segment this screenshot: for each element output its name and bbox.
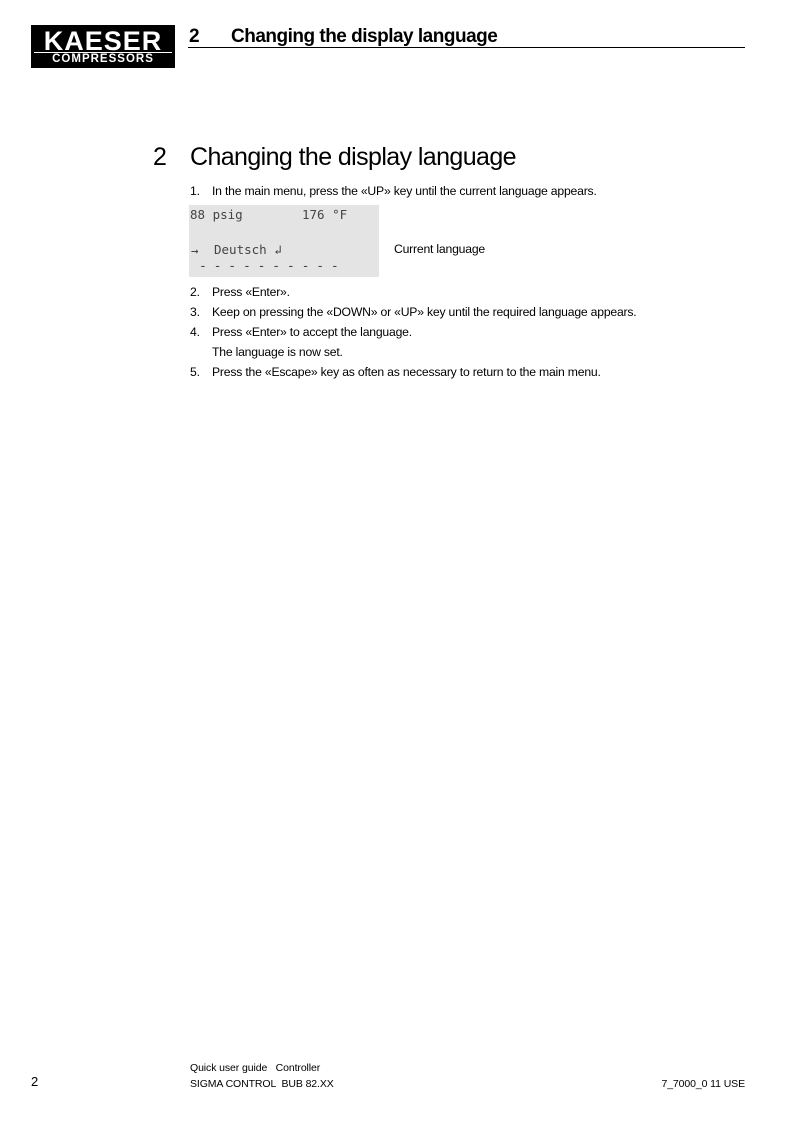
step-text: Press «Enter» to accept the language. <box>212 325 412 339</box>
display-temperature: 176 °F <box>302 207 348 222</box>
page-number: 2 <box>31 1074 39 1089</box>
step-number: 5. <box>190 365 200 379</box>
display-arrow: → <box>191 243 199 258</box>
step-number: 4. <box>190 325 200 339</box>
display-language: Deutsch ↲ <box>214 242 282 257</box>
controller-display <box>189 205 379 277</box>
heading-number: 2 <box>153 143 167 171</box>
header-chapter-number: 2 <box>189 26 200 47</box>
footer-guide-line: Quick user guide Controller <box>190 1062 321 1074</box>
step-text: Press the «Escape» key as often as necessary to return to the main menu. <box>212 365 601 379</box>
display-dashes: - - - - - - - - - - <box>199 259 339 274</box>
header-rule <box>188 47 745 48</box>
display-pressure: 88 psig <box>190 207 243 222</box>
step-result-text: The language is now set. <box>212 345 343 359</box>
step-text: Keep on pressing the «DOWN» or «UP» key until the required language appears. <box>212 305 637 319</box>
step-text: Press «Enter». <box>212 285 290 299</box>
header-chapter-title: Changing the display language <box>231 26 498 47</box>
footer-product-line: SIGMA CONTROL BUB 82.XX <box>190 1078 334 1090</box>
current-language-label: Current language <box>394 242 485 256</box>
footer-doc-code: 7_7000_0 11 USE <box>661 1078 745 1090</box>
step-text: In the main menu, press the «UP» key until the current language appears. <box>212 184 597 198</box>
kaeser-logo <box>31 25 175 68</box>
step-number: 3. <box>190 305 200 319</box>
step-number: 2. <box>190 285 200 299</box>
page-title: Changing the display language <box>190 143 516 171</box>
logo-subtitle: COMPRESSORS <box>34 52 172 66</box>
logo-name: KAESER <box>43 26 163 56</box>
step-number: 1. <box>190 184 200 198</box>
